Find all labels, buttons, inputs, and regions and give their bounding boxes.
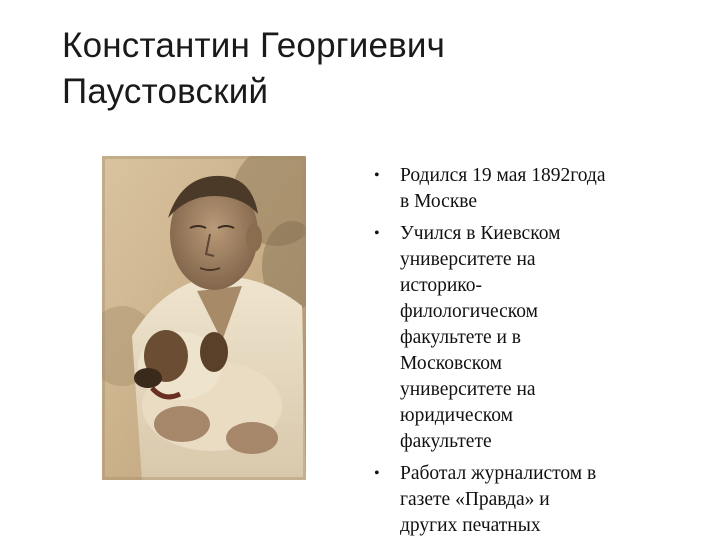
title-line-2: Паустовский bbox=[62, 72, 269, 112]
bullet-icon: • bbox=[374, 465, 380, 482]
bullet-line: в Москве bbox=[400, 191, 478, 212]
bullet-icon: • bbox=[374, 167, 380, 184]
bullet-line: Родился 19 мая 1892года bbox=[400, 165, 606, 186]
bullet-item-career bbox=[372, 461, 672, 539]
bullet-line: университете на bbox=[400, 379, 536, 400]
portrait-photo bbox=[102, 156, 306, 480]
bullet-line: других печатных bbox=[400, 515, 541, 536]
bullet-line: факультете и в bbox=[400, 327, 522, 348]
bullet-list bbox=[372, 163, 672, 545]
bullet-line: университете на bbox=[400, 249, 536, 270]
slide-title bbox=[62, 23, 682, 115]
title-line-1: Константин Георгиевич bbox=[62, 26, 446, 66]
bullet-line: Московском bbox=[400, 353, 502, 374]
bullet-item-birth bbox=[372, 163, 672, 215]
bullet-line: факультете bbox=[400, 431, 492, 452]
bullet-line: Работал журналистом в bbox=[400, 463, 597, 484]
bullet-item-education bbox=[372, 221, 672, 455]
bullet-line: юридическом bbox=[400, 405, 513, 426]
portrait-with-dog-photo-icon bbox=[102, 156, 306, 480]
bullet-line: Учился в Киевском bbox=[400, 223, 561, 244]
bullet-line: газете «Правда» и bbox=[400, 489, 550, 510]
bullet-line: историко- bbox=[400, 275, 483, 296]
bullet-icon: • bbox=[374, 225, 380, 242]
bullet-line: филологическом bbox=[400, 301, 539, 322]
